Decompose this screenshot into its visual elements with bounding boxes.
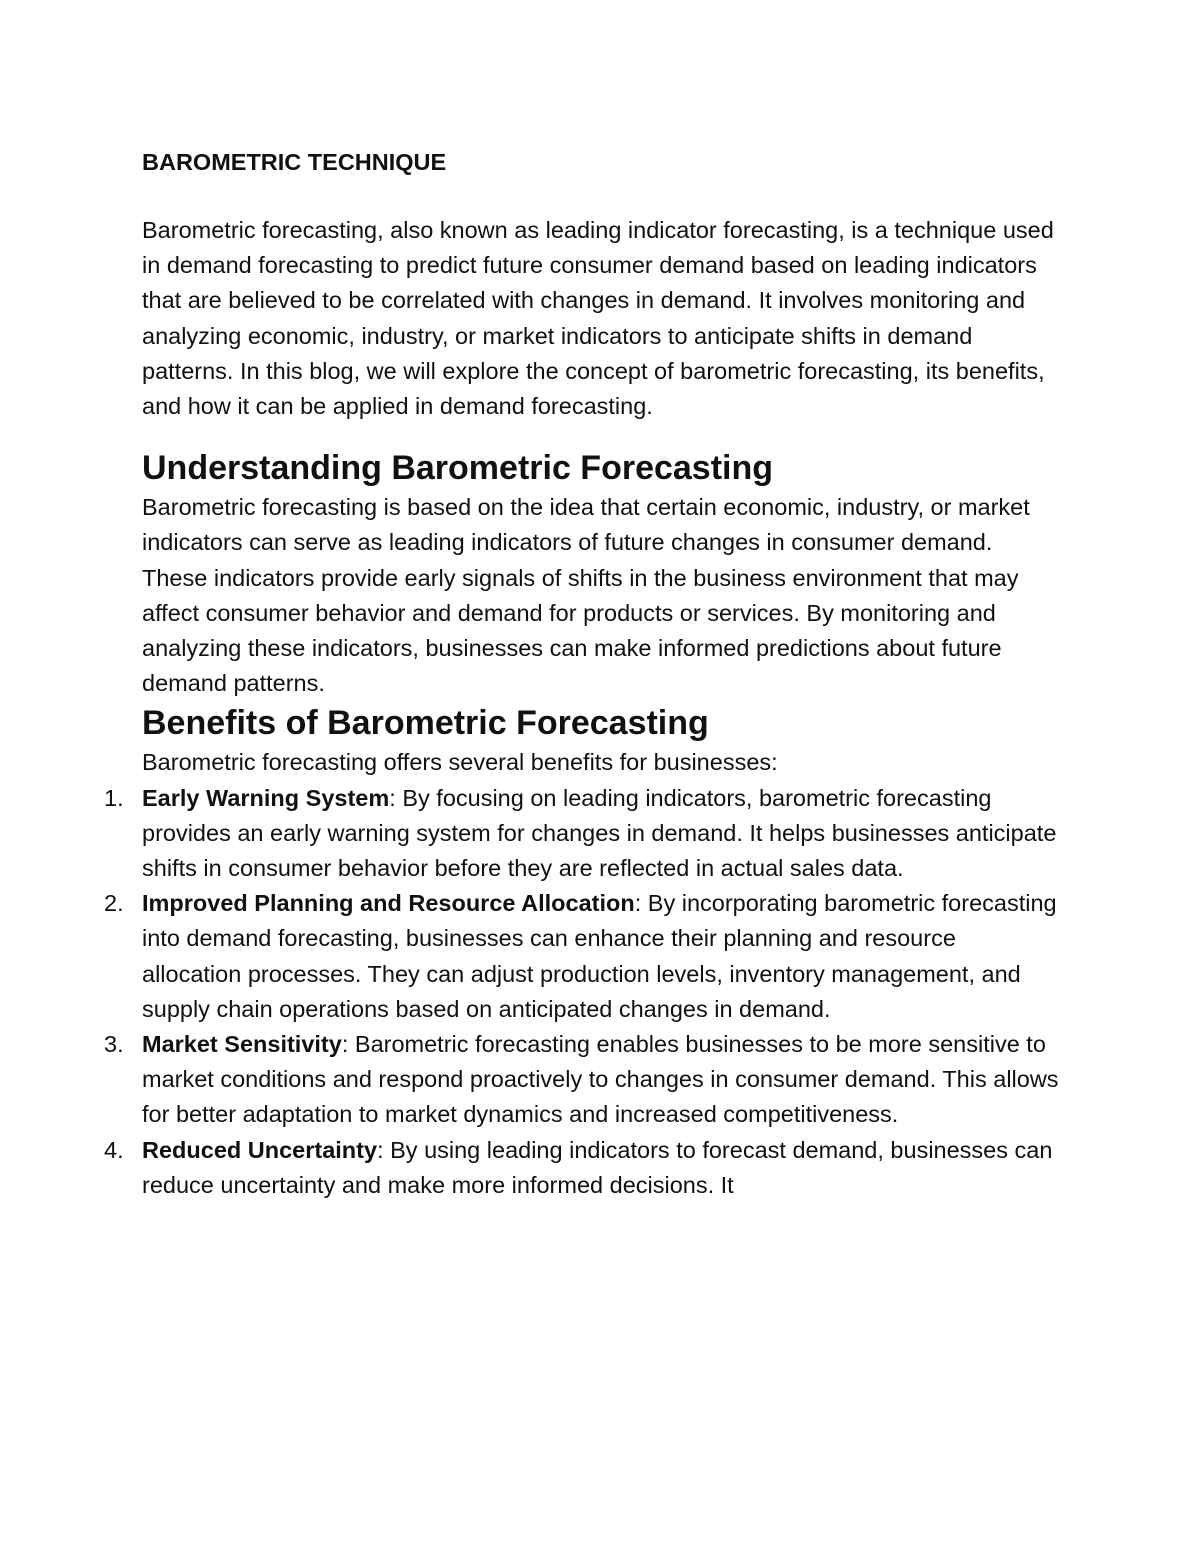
list-item [104,1027,1060,1133]
list-item [104,1133,1060,1203]
list-item-text: : By using leading indicators to forecast demand, businesses can reduce uncertainty and make more informed decisions. It [142,1136,1053,1198]
list-item-text: : By incorporating barometric forecasting into demand forecasting, businesses can enhance their planning and resource allocation processes. They can adjust production levels, inventory management, and supply chain operations based on anticipated changes in demand. [142,890,1057,1022]
list-item-number: 2. [104,890,124,917]
understanding-paragraph: Barometric forecasting is based on the idea that certain economic, industry, or market indicators can serve as leading indicators of future changes in consumer demand. These indicators provide early signals of shifts in the business environment that may affect consumer behavior and demand for products or services. By monitoring and analyzing these indicators, businesses can make informed predictions about future demand patterns. [142,494,1030,697]
list-item-term: Reduced Uncertainty [142,1136,378,1163]
section-heading-benefits: Benefits of Barometric Forecasting [142,704,709,743]
intro-paragraph: Barometric forecasting, also known as leading indicator forecasting, is a technique used in demand forecasting to predict future consumer demand based on leading indicators that are believed to be correlated with changes in demand. It involves monitoring and analyzing economic, industry, or market indicators to anticipate shifts in demand patterns. In this blog, we will explore the concept of barometric forecasting, its benefits, and how it can be applied in demand forecasting. [142,217,1054,420]
list-item-term: Improved Planning and Resource Allocation [142,890,635,917]
list-item-text: : Barometric forecasting enables businesses to be more sensitive to market conditions and respond proactively to changes in consumer demand. This allows for better adaptation to market dynamics and increased competitiveness. [142,1031,1059,1128]
list-item-number: 1. [104,784,124,811]
list-item-term: Early Warning System [142,784,390,811]
list-item-text: : By focusing on leading indicators, barometric forecasting provides an early warning system for changes in demand. It helps businesses anticipate shifts in consumer behavior before they are reflected in actual sales data. [142,784,1057,882]
benefits-list [104,781,1060,1203]
benefits-lead-paragraph: Barometric forecasting offers several benefits for businesses: [142,749,778,776]
list-item-number: 4. [104,1136,124,1163]
list-item [104,781,1060,887]
document-title: BAROMETRIC TECHNIQUE [142,149,447,175]
list-item-number: 3. [104,1031,124,1058]
list-item-term: Market Sensitivity [142,1031,342,1058]
section-heading-understanding: Understanding Barometric Forecasting [142,449,774,488]
list-item [104,886,1060,1027]
